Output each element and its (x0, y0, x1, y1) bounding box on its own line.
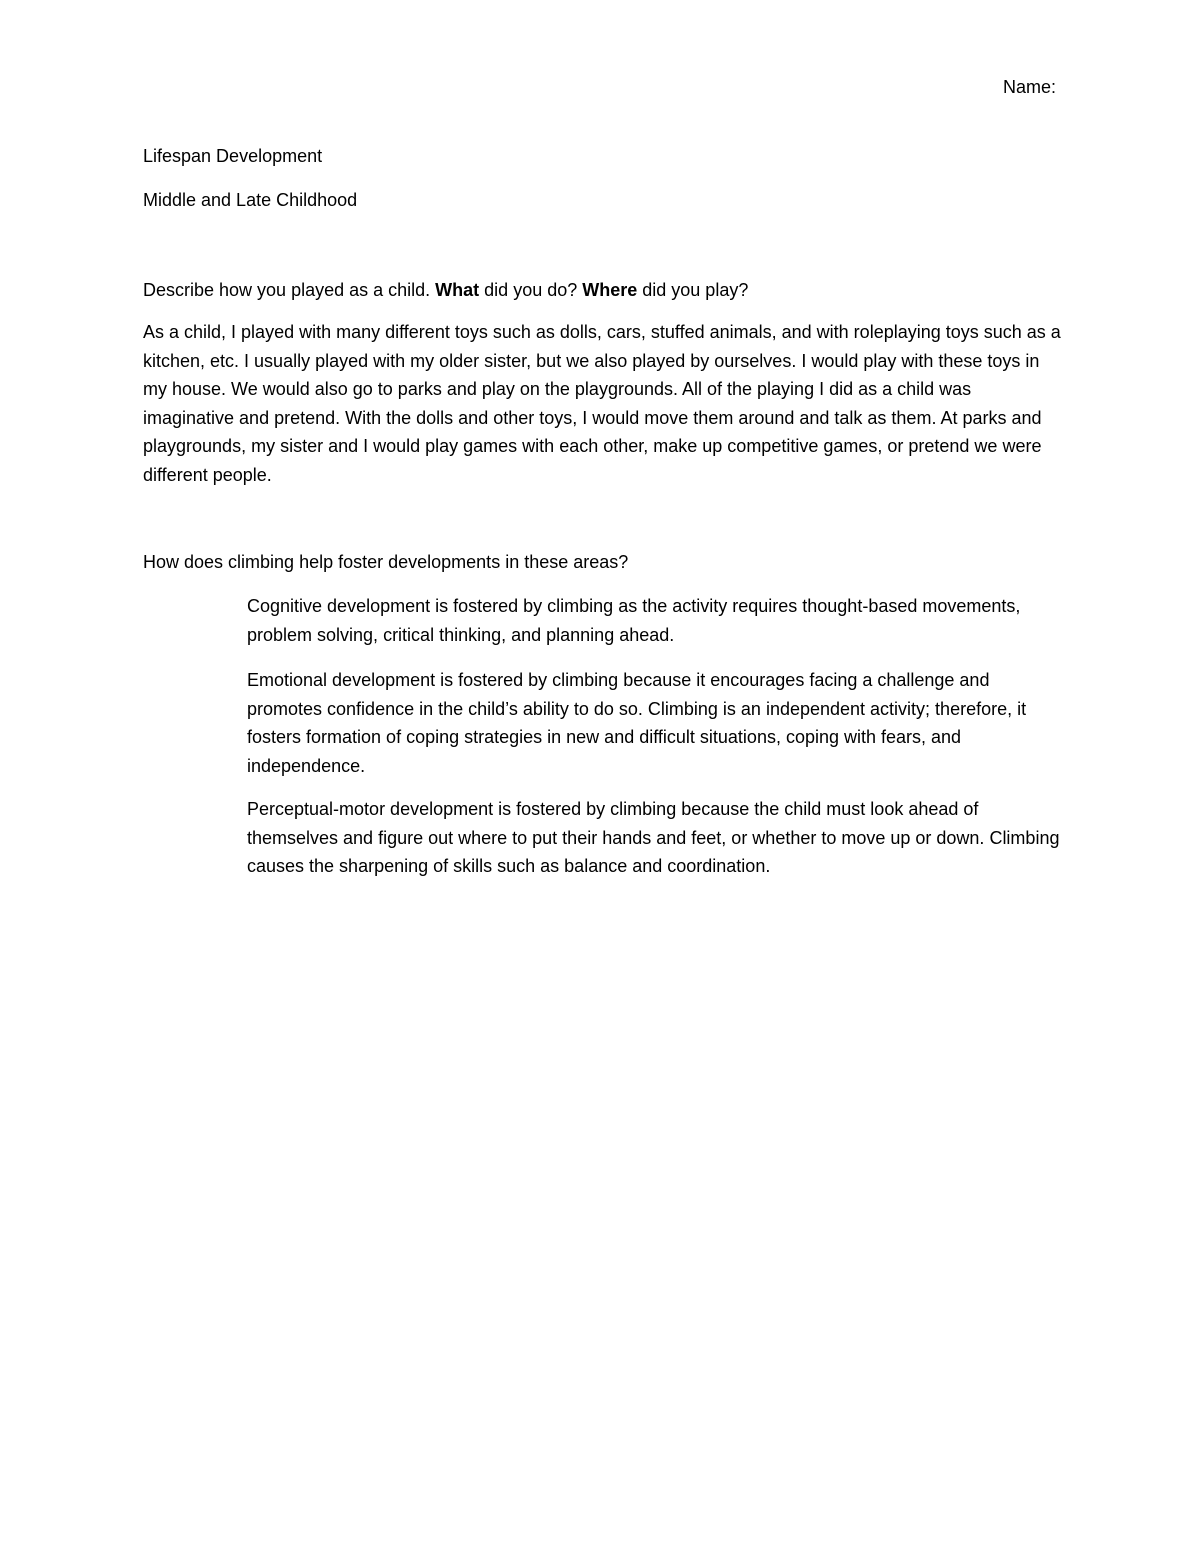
question-1-tail: did you play? (637, 280, 749, 300)
question-1-lead: Describe how you played as a child. (143, 280, 436, 300)
question-1 (143, 277, 748, 303)
question-2: How does climbing help foster developments in these areas? (143, 552, 629, 572)
course-title: Lifespan Development (143, 146, 323, 166)
question-1-what: What (435, 280, 480, 300)
question-1-mid: did you do? (479, 280, 583, 300)
name-label: Name: (1002, 77, 1056, 97)
answer-cognitive-paragraph: Cognitive development is fostered by climbing as the activity requires thought-based movements, problem solving, critical thinking, and planning ahead. (247, 596, 1021, 645)
unit-title: Middle and Late Childhood (143, 190, 358, 210)
answer-perceptual-motor-paragraph: Perceptual-motor development is fostered by climbing because the child must look ahead of themselves and figure out where to put their hands and feet, or whether to move up or down. Climbing causes the sharpening of skills such as balance and coordination. (247, 799, 1060, 877)
question-1-where: Where (582, 280, 638, 300)
answer-emotional-paragraph: Emotional development is fostered by climbing because it encourages facing a challenge and promotes confidence in the child’s ability to do so. Climbing is an independent activity; therefore, it fosters formation of coping strategies in new and difficult situations, coping with fears, and independence. (247, 670, 1027, 776)
answer-1-paragraph: As a child, I played with many different toys such as dolls, cars, stuffed animals, and with roleplaying toys such as a kitchen, etc. I usually played with my older sister, but we also played by ourselves. I would play with these toys in my house. We would also go to parks and play on the playgrounds. All of the playing I did as a child was imaginative and pretend. With the dolls and other toys, I would move them around and talk as them. At parks and playgrounds, my sister and I would play games with each other, make up competitive games, or pretend we were different people. (143, 322, 1061, 485)
